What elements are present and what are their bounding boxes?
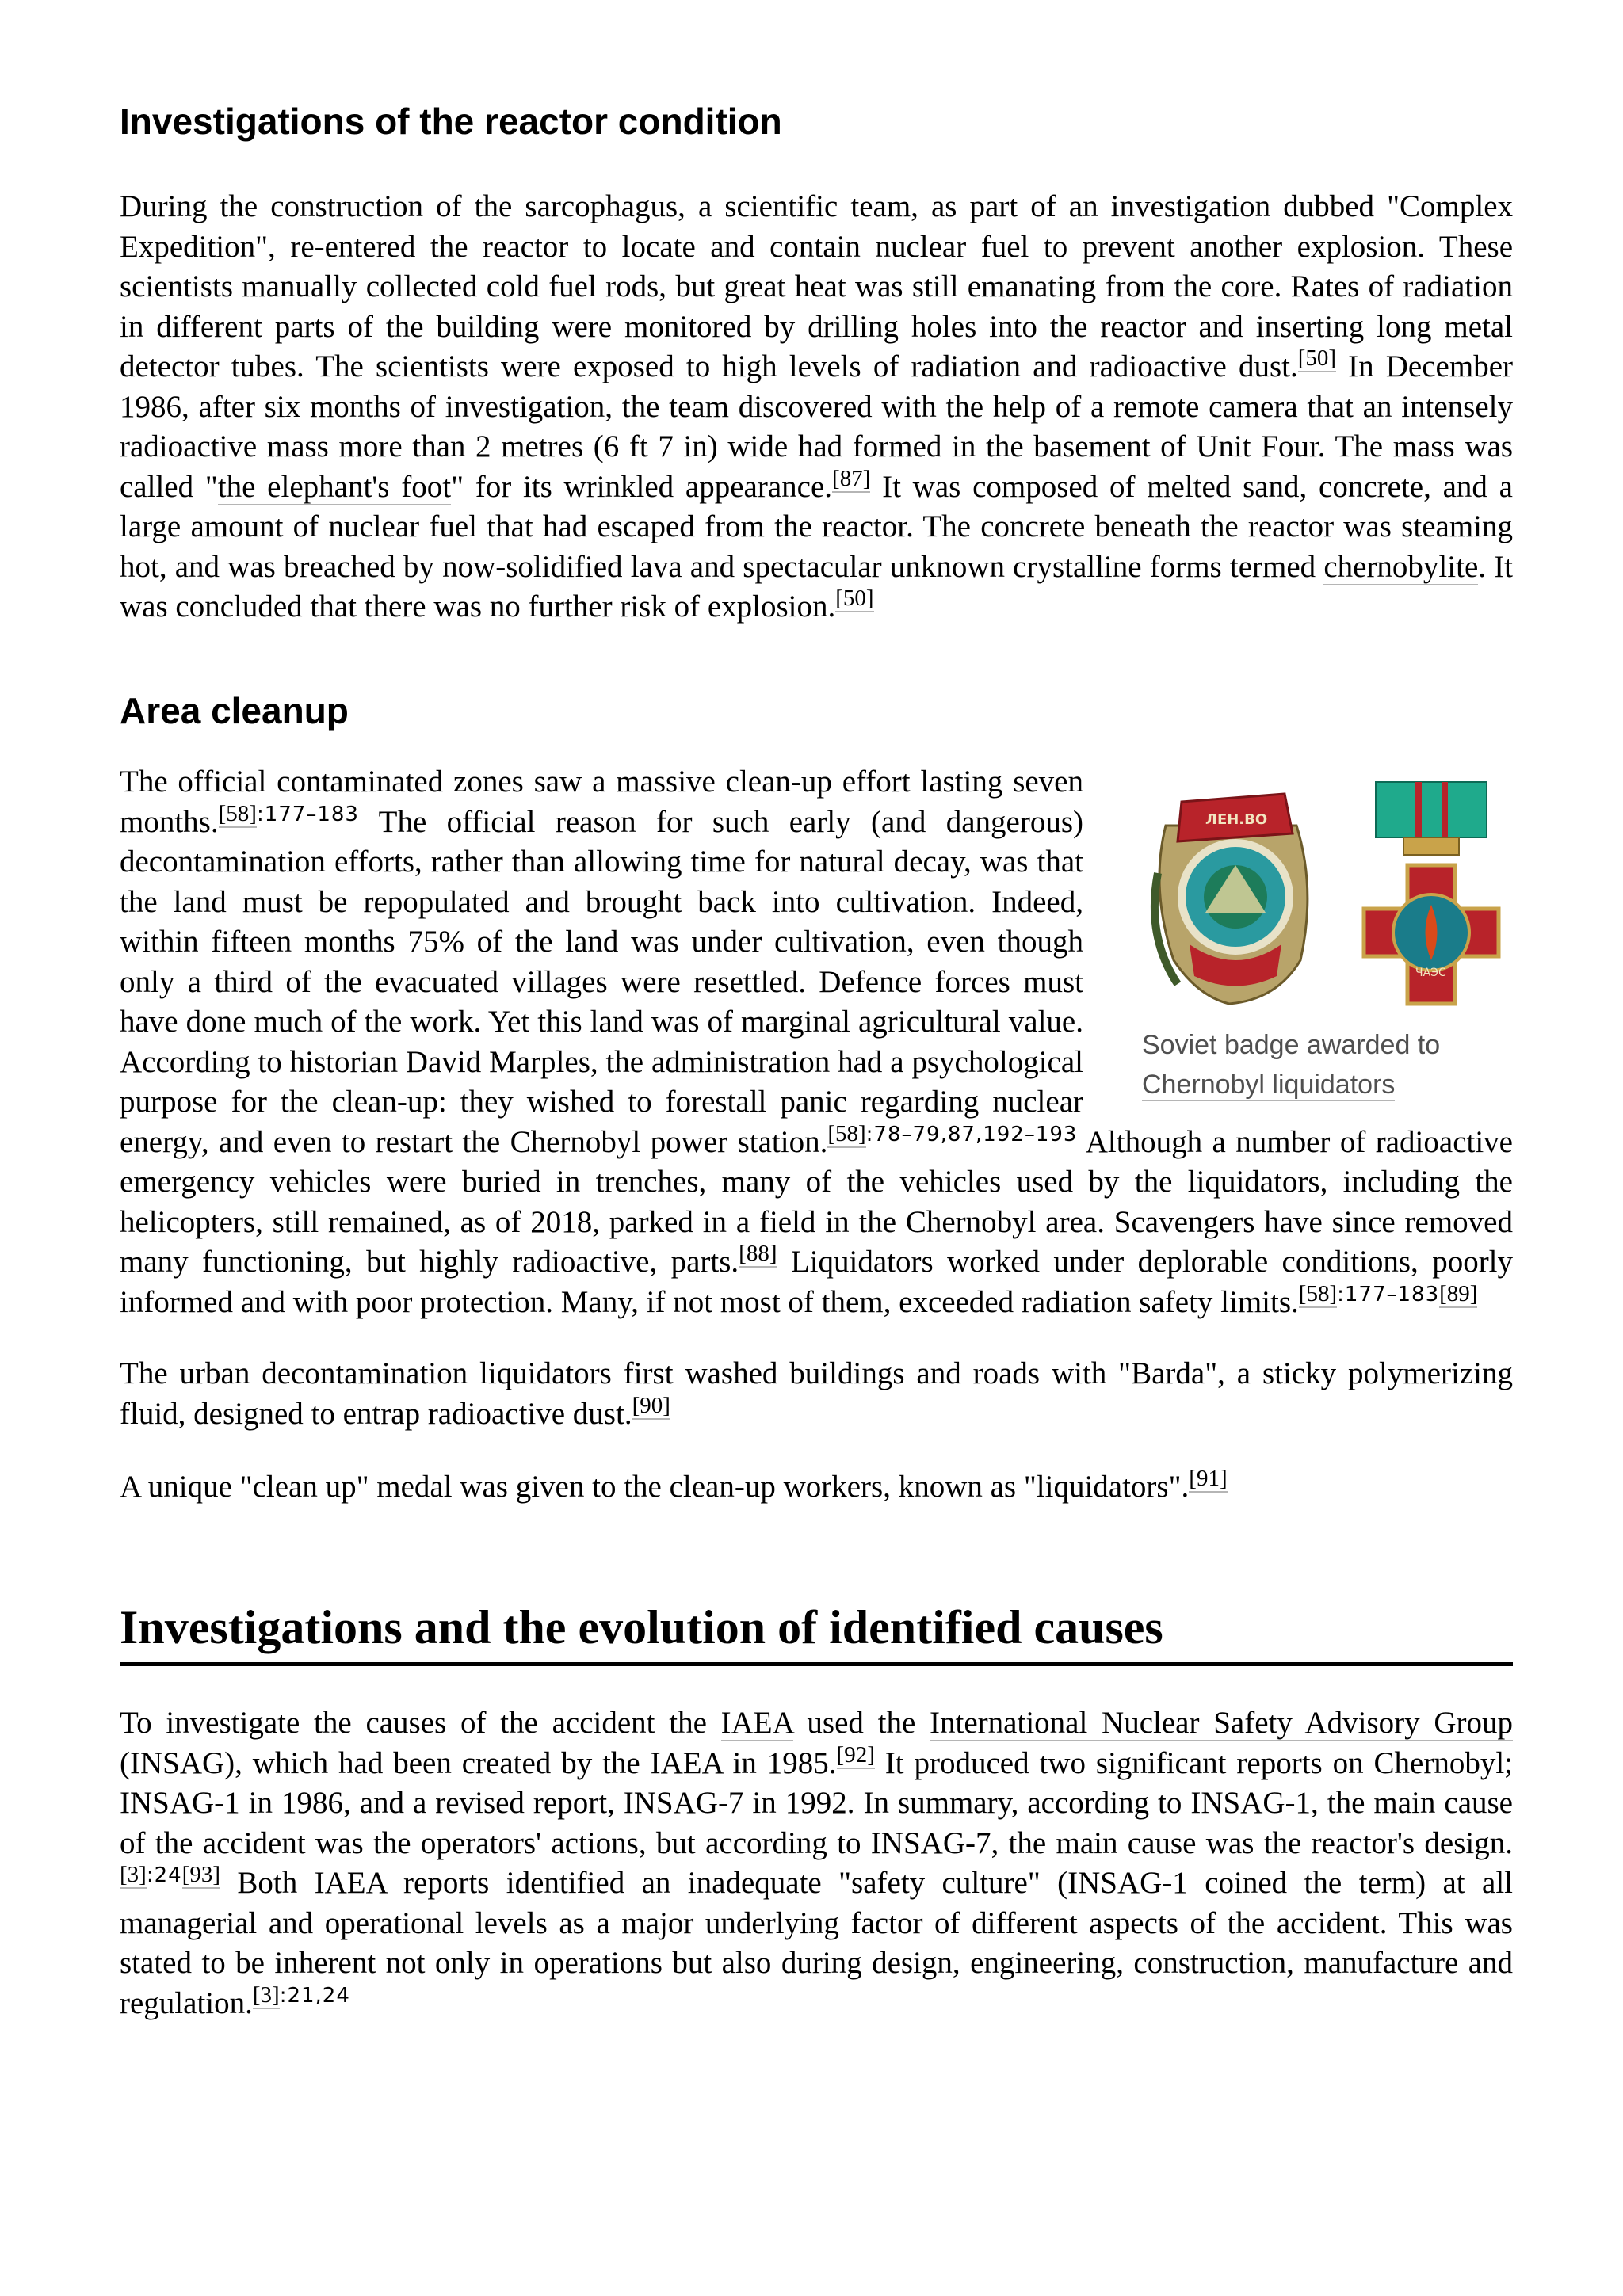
section-heading-reactor-condition: Investigations of the reactor condition	[120, 101, 782, 142]
liquidator-badge-icon	[1142, 778, 1513, 1009]
citation-3[interactable]: [3]:24	[120, 1862, 182, 1887]
paragraph-investigations-causes: To investigate the causes of the accident the IAEA used the International Nuclear Safety Advisory Group (INSAG), which had been created by the IAEA in 1985.[92] It produced two significant reports on Chernobyl; INSAG-1 in 1986, and a revised report, INSAG-7 in 1992. In summary, according to INSAG-1, the main cause of the accident was the operators' actions, but according to INSAG-7, the main cause was the reactor's design.[3]:24[93] Both IAEA reports identified an inadequate "safety culture" (INSAG-1 coined the term) at all managerial and operational levels as a major underlying factor of different aspects of the accident. This was stated to be inherent not only in operations but also during design, engineering, construction, manufacture and regulation.$^{[3]:21,24}$	[120, 1706, 1514, 2020]
badge-image[interactable]	[1142, 778, 1513, 1009]
link-insag[interactable]: International Nuclear Safety Advisory Group	[930, 1706, 1514, 1740]
svg-text:ЛЕН.ВО: ЛЕН.ВО	[1205, 811, 1268, 828]
section-heading-investigations-causes: Investigations and the evolution of identified causes	[120, 1599, 1513, 1666]
citation-89[interactable]: [89]	[1439, 1280, 1478, 1306]
citation-58[interactable]: [58]:78–79,87,192–193	[827, 1120, 1078, 1146]
citation-58[interactable]: [58]:177–183	[218, 800, 359, 826]
citation-88[interactable]: [88]	[739, 1241, 777, 1266]
citation-3[interactable]: [3]:21,24	[252, 1981, 350, 2008]
link-elephants-foot[interactable]: the elephant's foot	[217, 469, 452, 504]
citation-58[interactable]: [58]:177–183	[1298, 1280, 1440, 1306]
paragraph-clean-up-medal: A unique "clean up" medal was given to the clean-up workers, known as "liquidators".[91]	[120, 1466, 1228, 1504]
citation-91[interactable]: [91]	[1189, 1466, 1228, 1491]
citation-93[interactable]: [93]	[181, 1862, 220, 1887]
badge-wreath-icon	[1155, 794, 1308, 1004]
citation-50[interactable]: [50]	[1297, 345, 1337, 371]
citation-92[interactable]: [92]	[836, 1741, 875, 1768]
paragraph-area-cleanup: The official contaminated zones saw a massive clean-up effort lasting seven months.$^{[58]:177-183}$ The official reason for such early (and dangerous) decontamination efforts, rather than allowing time for natural decay, was that the land must be repopulated and brought back into cultivation. Indeed, within fifteen months 75% of the land was under cultivation, even though only a third of the evacuated villages were resettled. Defence forces must have done much of the work. Yet this land was of marginal agricultural value. According to historian David Marples, the administration had a psychological purpose for the clean-up: they wished to forestall panic regarding nuclear energy, and even to restart the Chernobyl power station.$^{[58]:78-79,87,192-193}$ Although a number of radioactive emergency vehicles were buried in trenches, many of the vehicles used by the liquidators, including the helicopters, still remained, as of 2018, parked in a field in the Chernobyl area. Scavengers have since removed many functioning, but highly radioactive, parts.[88] Liquidators worked under deplorable conditions, poorly informed and with poor protection. Many, if not most of them, exceeded radiation safety limits.[58]:177–183[89]	[120, 765, 1514, 1319]
citation-87[interactable]: [87]	[832, 465, 871, 491]
figure-soviet-badge	[1142, 762, 1513, 1104]
link-chernobylite[interactable]: chernobylite	[1323, 549, 1479, 584]
section-heading-area-cleanup: Area cleanup	[120, 690, 349, 731]
citation-90[interactable]: [90]	[632, 1392, 670, 1418]
link-iaea[interactable]: IAEA	[720, 1706, 793, 1740]
badge-cross-icon	[1364, 782, 1499, 1004]
link-chernobyl-liquidators[interactable]: Chernobyl liquidators	[1142, 1070, 1396, 1100]
figure-caption: Soviet badge awarded to Chernobyl liquidators	[1142, 1030, 1441, 1100]
paragraph-reactor-condition: During the construction of the sarcophagus, a scientific team, as part of an investigation dubbed "Complex Expedition", re-entered the reactor to locate and contain nuclear fuel to prevent another explosion. These scientists manually collected cold fuel rods, but great heat was still emanating from the core. Rates of radiation in different parts of the building were monitored by drilling holes into the reactor and inserting long metal detector tubes. The scientists were exposed to high levels of radiation and radioactive dust.[50] In December 1986, after six months of investigation, the team discovered with the help of a remote camera that an intensely radioactive mass more than 2 metres (6 ft 7 in) wide had formed in the basement of Unit Four. The mass was called "the elephant's foot" for its wrinkled appearance.[87] It was composed of melted sand, concrete, and a large amount of nuclear fuel that had escaped from the reactor. The concrete beneath the reactor was steaming hot, and was breached by now-solidified lava and spectacular unknown crystalline forms termed chernobylite. It was concluded that there was no further risk of explosion.[50]	[120, 189, 1513, 624]
svg-text:ЧАЭС: ЧАЭС	[1415, 967, 1446, 979]
citation-50[interactable]: [50]	[835, 585, 874, 611]
paragraph-urban-decontamination: The urban decontamination liquidators first washed buildings and roads with "Barda", a sticky polymerizing fluid, designed to entrap radioactive dust.[90]	[120, 1356, 1513, 1431]
